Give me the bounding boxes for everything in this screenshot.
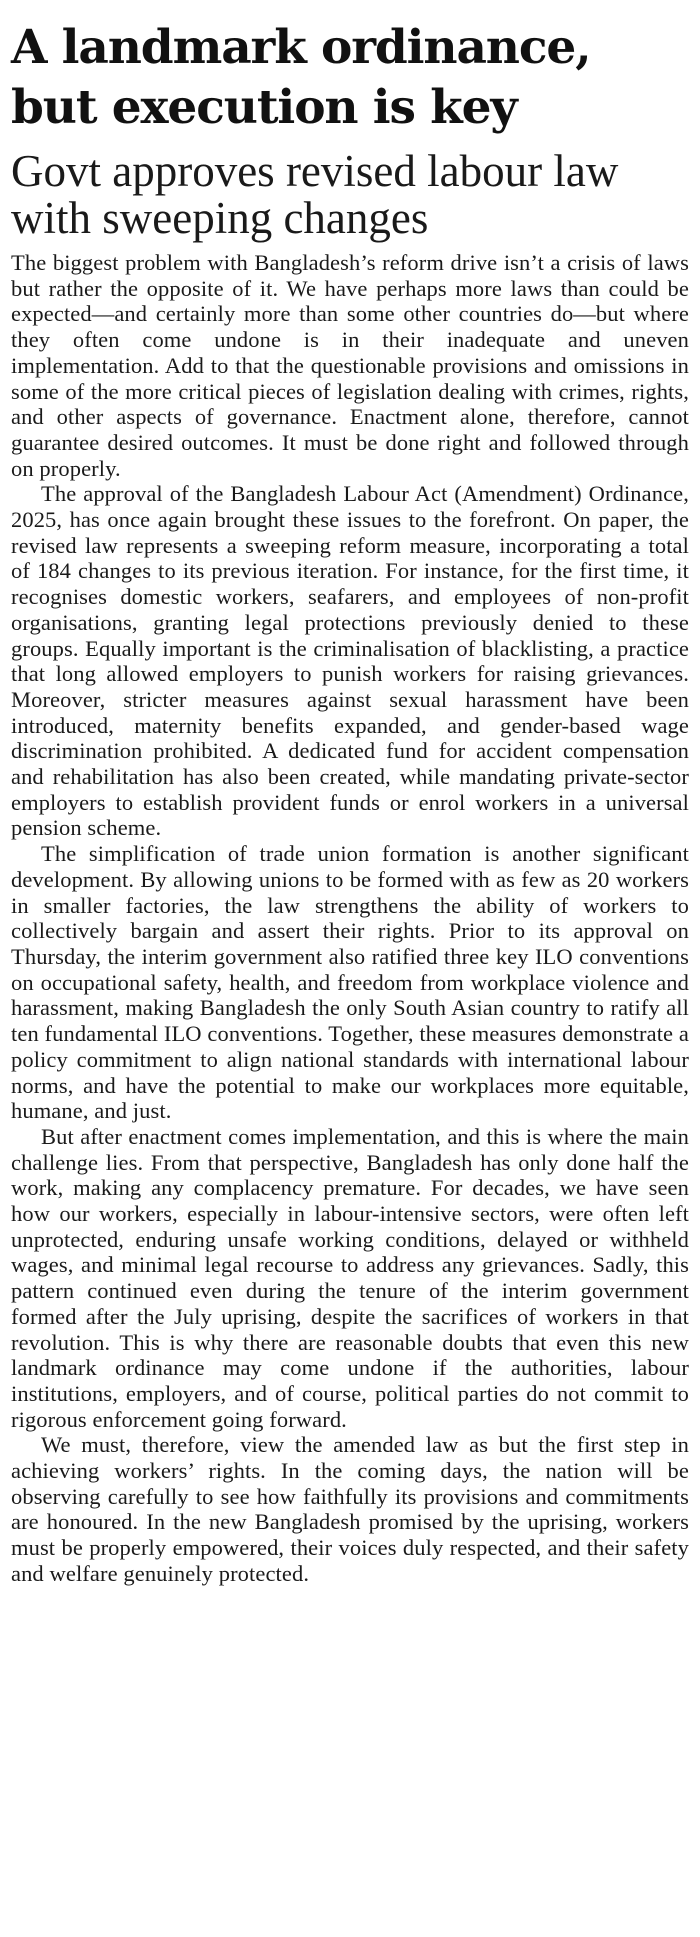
article-body	[11, 250, 689, 1587]
body-paragraph: The simplification of trade union formation is another significant development. By allowing unions to be formed with as few as 20 workers in smaller factories, the law strengthens the ability of workers to collectively bargain and assert their rights. Prior to its approval on Thursday, the interim government also ratified three key ILO conventions on occupational safety, health, and freedom from workplace violence and harassment, making Bangladesh the only South Asian country to ratify all ten fundamental ILO conventions. Together, these measures demonstrate a policy commitment to align national standards with international labour norms, and have the potential to make our workplaces more equitable, humane, and just.	[11, 841, 689, 1124]
subheadline: Govt approves revised labour law with sweeping changes	[11, 146, 619, 243]
body-paragraph: The approval of the Bangladesh Labour Act (Amendment) Ordinance, 2025, has once again brought these issues to the forefront. On paper, the revised law represents a sweeping reform measure, incorporating a total of 184 changes to its previous iteration. For instance, for the first time, it recognises domestic workers, seafarers, and employees of non-profit organisations, granting legal protections previously denied to these groups. Equally important is the criminalisation of blacklisting, a practice that long allowed employers to punish workers for raising grievances. Moreover, stricter measures against sexual harassment have been introduced, maternity benefits expanded, and gender-based wage discrimination prohibited. A dedicated fund for accident compensation and rehabilitation has also been created, while mandating private-sector employers to establish provident funds or enrol workers in a universal pension scheme.	[11, 481, 689, 841]
body-paragraph: But after enactment comes implementation, and this is where the main challenge lies. From that perspective, Bangladesh has only done half the work, making any complacency premature. For decades, we have seen how our workers, especially in labour-intensive sectors, were often left unprotected, enduring unsafe working conditions, delayed or withheld wages, and minimal legal recourse to address any grievances. Sadly, this pattern continued even during the tenure of the interim government formed after the July uprising, despite the sacrifices of workers in that revolution. This is why there are reasonable doubts that even this new landmark ordinance may come undone if the authorities, labour institutions, employers, and of course, political parties do not commit to rigorous enforcement going forward.	[11, 1123, 689, 1432]
body-paragraph: We must, therefore, view the amended law as but the first step in achieving workers’ rights. In the coming days, the nation will be observing carefully to see how faithfully its provisions and commitments are honoured. In the new Bangladesh promised by the uprising, workers must be properly empowered, their voices duly respected, and their safety and welfare genuinely protected.	[11, 1432, 689, 1586]
body-paragraph: The biggest problem with Bangladesh’s reform drive isn’t a crisis of laws but rather the opposite of it. We have perhaps more laws than could be expected—and certainly more than some other countries do—but where they often come undone is in their inadequate and uneven implementation. Add to that the questionable provisions and omissions in some of the more critical pieces of legislation dealing with crimes, rights, and other aspects of governance. Enactment alone, therefore, cannot guarantee desired outcomes. It must be done right and followed through on properly.	[11, 250, 689, 481]
headline: A landmark ordinance, but execution is key	[11, 20, 591, 135]
